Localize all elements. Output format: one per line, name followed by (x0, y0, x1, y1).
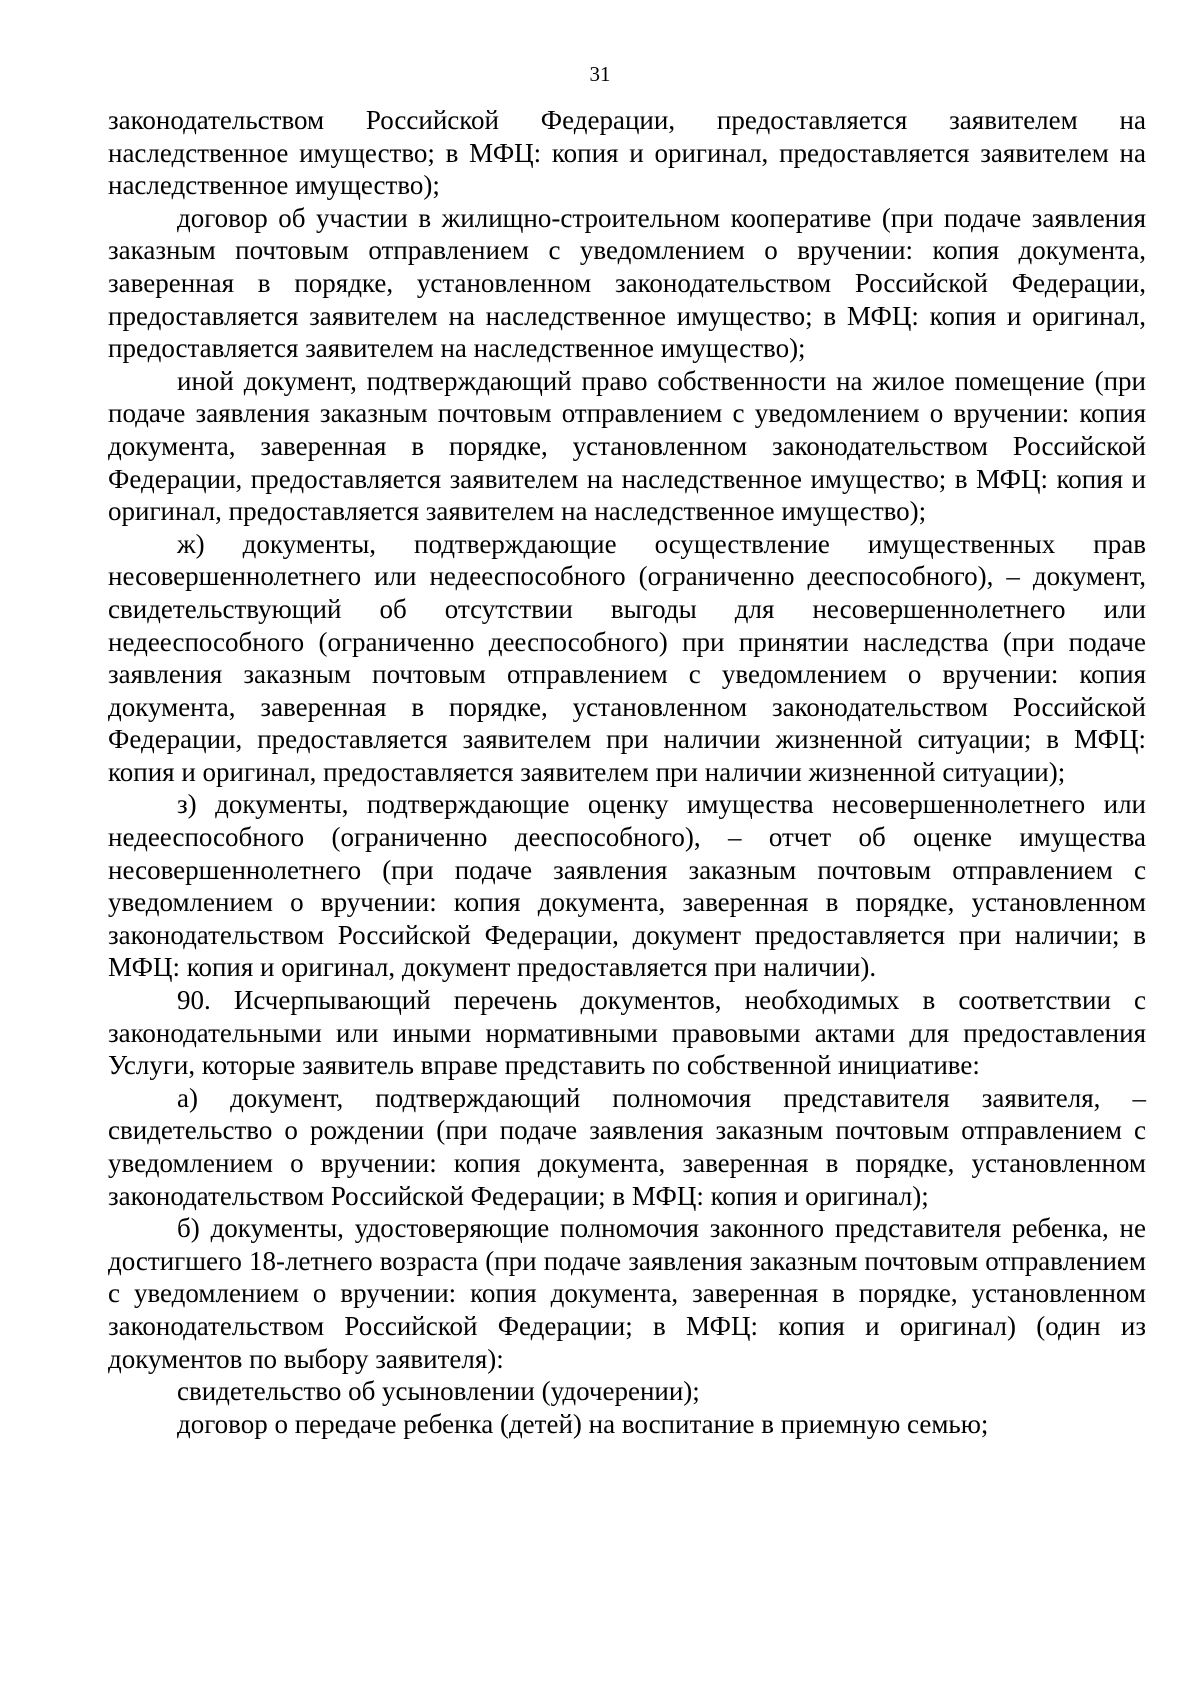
paragraph-other-ownership-document: иной документ, подтверждающий право собственности на жилое помещение (при подаче заявления заказным почтовым отправлением с уведомлением о вручении: копия документа, заверенная в порядке, установленном законодательством Российской Федерации, предоставляется заявителем на наследственное имущество; в МФЦ: копия и оригинал, предоставляется заявителем на наследственное имущество); (108, 365, 1146, 527)
paragraph-item-a: а) документ, подтверждающий полномочия представителя заявителя, – свидетельство о рождении (при подаче заявления заказным почтовым отправлением с уведомлением о вручении: копия документа, заверенная в порядке, установленном законодательством Российской Федерации; в МФЦ: копия и оригинал); (108, 1082, 1146, 1211)
paragraph-continuation: законодательством Российской Федерации, предоставляется заявителем на наследственное имущество; в МФЦ: копия и оригинал, предоставляется заявителем на наследственное имущество); (108, 105, 1146, 201)
paragraph-item-zh: ж) документы, подтверждающие осуществление имущественных прав несовершеннолетнего или недееспособного (ограниченно дееспособного), – документ, свидетельствующий об отсутствии выгоды для несовершеннолетнего или недееспособного (ограниченно дееспособного) при принятии наследства (при подаче заявления заказным почтовым отправлением с уведомлением о вручении: копия документа, заверенная в порядке, установленном законодательством Российской Федерации, предоставляется заявителем при наличии жизненной ситуации; в МФЦ: копия и оригинал, предоставляется заявителем при наличии жизненной ситуации); (108, 528, 1146, 787)
paragraph-foster-family-agreement: договор о передаче ребенка (детей) на воспитание в приемную семью; (177, 1408, 989, 1439)
paragraph-clause-90: 90. Исчерпывающий перечень документов, необходимых в соответствии с законодательными или иными нормативными правовыми актами для предоставления Услуги, которые заявитель вправе представить по собственной инициативе: (108, 985, 1146, 1081)
paragraph-item-z: з) документы, подтверждающие оценку имущества несовершеннолетнего или недееспособного (ограниченно дееспособного), – отчет об оценке имущества несовершеннолетнего (при подаче заявления заказным почтовым отправлением с уведомлением о вручении: копия документа, заверенная в порядке, установленном законодательством Российской Федерации, документ предоставляется при наличии; в МФЦ: копия и оригинал, документ предоставляется при наличии). (108, 789, 1146, 983)
paragraph-item-b: б) документы, удостоверяющие полномочия законного представителя ребенка, не достигшего 18-летнего возраста (при подаче заявления заказным почтовым отправлением с уведомлением о вручении: копия документа, заверенная в порядке, установленном законодательством Российской Федерации; в МФЦ: копия и оригинал) (один из документов по выбору заявителя): (108, 1213, 1146, 1374)
document-body (108, 104, 1146, 1440)
page-number: 31 (589, 62, 611, 86)
paragraph-adoption-certificate: свидетельство об усыновлении (удочерении); (177, 1376, 700, 1407)
paragraph-housing-cooperative-agreement: договор об участии в жилищно-строительном кооперативе (при подаче заявления заказным почтовым отправлением с уведомлением о вручении: копия документа, заверенная в порядке, установленном законодательством Российской Федерации, предоставляется заявителем на наследственное имущество; в МФЦ: копия и оригинал, предоставляется заявителем на наследственное имущество); (108, 202, 1146, 364)
